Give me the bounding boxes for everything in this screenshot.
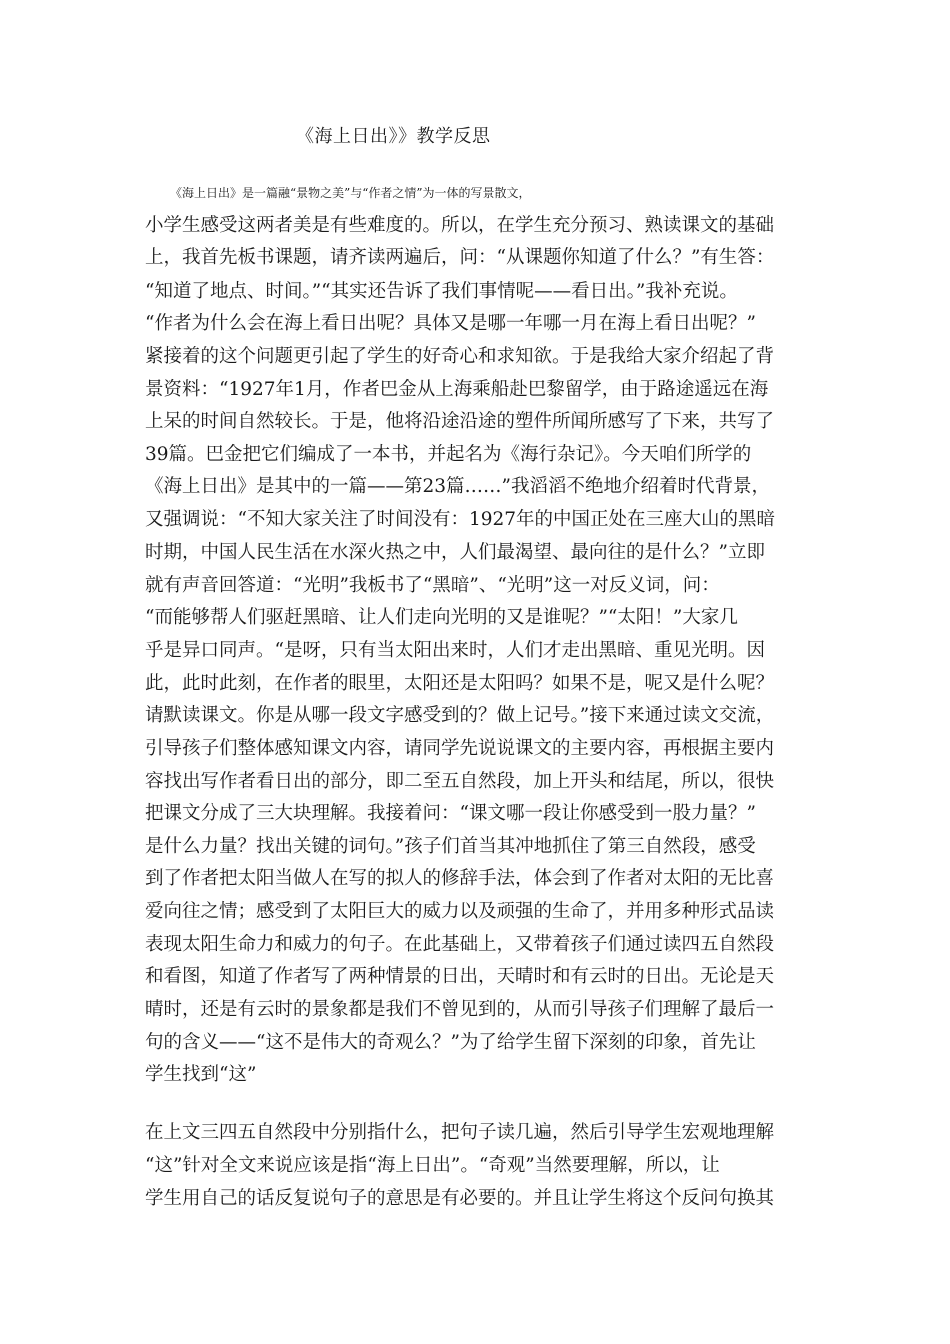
paragraph-line: 又强调说：“不知大家关注了时间没有：1927年的中国正处在三座大山的黑暗	[145, 509, 776, 530]
paragraph-line: “而能够帮人们驱赶黑暗、让人们走向光明的又是谁呢？”“太阳！”大家几	[145, 607, 738, 628]
paragraph-line: 就有声音回答道：“光明”我板书了“黑暗”、“光明”这一对反义词，问：	[145, 575, 720, 596]
paragraph-line: 表现太阳生命力和威力的句子。在此基础上，又带着孩子们通过读四五自然段	[145, 934, 775, 955]
paragraph-line: 是什么力量？找出关键的词句。”孩子们首当其冲地抓住了第三自然段，感受	[145, 836, 756, 857]
paragraph-line: “作者为什么会在海上看日出呢？具体又是哪一年哪一月在海上看日出呢？”	[145, 313, 756, 334]
paragraph-line: 小学生感受这两者美是有些难度的。所以，在学生充分预习、熟读课文的基础	[145, 215, 775, 236]
paragraph-line: 和看图，知道了作者写了两种情景的日出，天晴时和有云时的日出。无论是天	[145, 966, 775, 987]
paragraph-line: 把课文分成了三大块理解。我接着问：“课文哪一段让你感受到一股力量？”	[145, 803, 756, 824]
paragraph-line: 晴时，还是有云时的景象都是我们不曾见到的，从而引导孩子们理解了最后一	[145, 999, 775, 1020]
paragraph-line: 《海上日出》是一篇融“景物之美”与“作者之情”为一体的写景散文，	[170, 186, 531, 200]
paragraph-line: 请默读课文。你是从哪一段文字感受到的？做上记号。”接下来通过读文交流，	[145, 705, 775, 726]
paragraph-line: 39篇。巴金把它们编成了一本书，并起名为《海行杂记》。今天咱们所学的	[145, 444, 752, 465]
paragraph-line: 引导孩子们整体感知课文内容，请同学先说说课文的主要内容，再根据主要内	[145, 738, 775, 759]
paragraph-line: 在上文三四五自然段中分别指什么，把句子读几遍，然后引导学生宏观地理解	[145, 1122, 775, 1143]
paragraph-line: 此，此时此刻，在作者的眼里，太阳还是太阳吗？如果不是，呢又是什么呢？	[145, 673, 775, 694]
document-title: 《海上日出》》教学反思	[296, 126, 491, 147]
paragraph-line: 上，我首先板书课题，请齐读两遍后，问：“从课题你知道了什么？”有生答：	[145, 247, 775, 268]
paragraph-line: 《海上日出》是其中的一篇——第23篇……”我滔滔不绝地介绍着时代背景，	[145, 476, 771, 497]
paragraph-line: 时期，中国人民生活在水深火热之中，人们最渴望、最向往的是什么？”立即	[145, 542, 765, 563]
paragraph-line: 学生用自己的话反复说句子的意思是有必要的。并且让学生将这个反问句换其	[145, 1188, 775, 1209]
paragraph-line: 乎是异口同声。“是呀，只有当太阳出来时，人们才走出黑暗、重见光明。因	[145, 640, 765, 661]
paragraph-line: 到了作者把太阳当做人在写的拟人的修辞手法，体会到了作者对太阳的无比喜	[145, 868, 775, 889]
paragraph-line: 上呆的时间自然较长。于是，他将沿途沿途的塑件所闻所感写了下来，共写了	[145, 411, 775, 432]
paragraph-line: “这”针对全文来说应该是指“海上日出”。“奇观”当然要理解，所以，让	[145, 1155, 720, 1176]
paragraph-line: 景资料：“1927年1月，作者巴金从上海乘船赴巴黎留学，由于路途遥远在海	[145, 379, 769, 400]
paragraph-line: “知道了地点、时间。”“其实还告诉了我们事情呢——看日出。”我补充说。	[145, 281, 738, 302]
paragraph-line: 爱向往之情；感受到了太阳巨大的威力以及顽强的生命了，并用多种形式品读	[145, 901, 775, 922]
paragraph-line: 学生找到“这”	[145, 1064, 257, 1085]
paragraph-line: 紧接着的这个问题更引起了学生的好奇心和求知欲。于是我给大家介绍起了背	[145, 346, 775, 367]
paragraph-line: 句的含义——“这不是伟大的奇观么？”为了给学生留下深刻的印象，首先让	[145, 1032, 756, 1053]
paragraph-line: 容找出写作者看日出的部分，即二至五自然段，加上开头和结尾，所以，很快	[145, 771, 775, 792]
